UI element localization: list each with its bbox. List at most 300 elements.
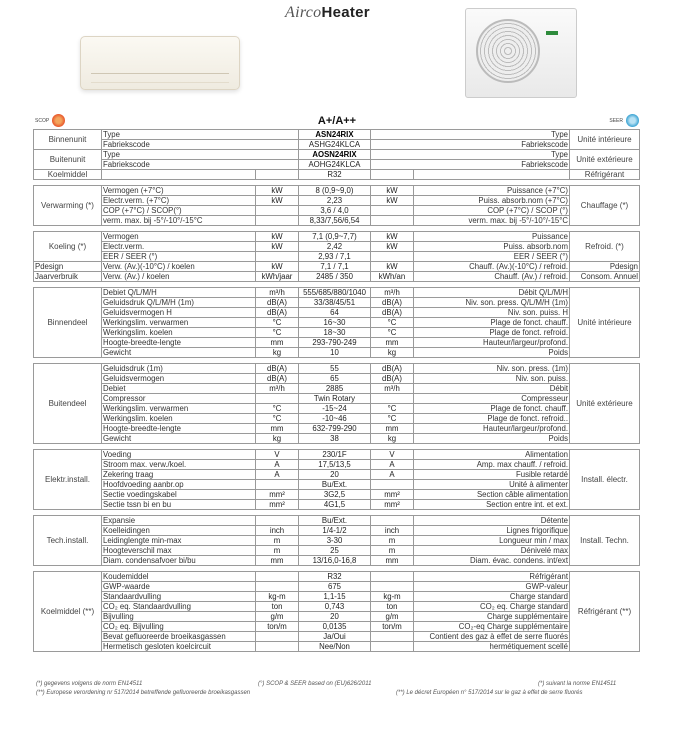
footnote-norm-nl: (*) gegevens volgens de norm EN14511 [36, 681, 143, 687]
row-unit [256, 572, 299, 582]
row-unit-fr: °C [371, 404, 414, 414]
row-label-fr: Type [371, 130, 570, 140]
row-unit-fr [371, 582, 414, 592]
row-unit [256, 632, 299, 642]
row-unit-fr: mm² [371, 500, 414, 510]
row-label-fr: Section câble alimentation [414, 490, 570, 500]
row-group-label-fr: Chauffage (*) [570, 186, 640, 226]
row-label: Hermetisch gesloten koelcircuit [102, 642, 256, 652]
row-unit-fr [371, 206, 414, 216]
row-value: 8,33/7,56/6,54 [299, 216, 371, 226]
row-value: R32 [299, 572, 371, 582]
row-label-fr: Charge supplémentaire [414, 612, 570, 622]
row-unit: V [256, 450, 299, 460]
row-group-label: Binnendeel [34, 288, 102, 358]
row-value: 2885 [299, 384, 371, 394]
table-row [34, 414, 640, 424]
outdoor-unit-image [465, 8, 577, 98]
table-row [34, 262, 640, 272]
table-row [34, 592, 640, 602]
row-label-fr: Dénivelé max [414, 546, 570, 556]
row-unit-fr [371, 572, 414, 582]
row-unit: kg [256, 434, 299, 444]
table-row [34, 288, 640, 298]
table-row [34, 232, 640, 242]
row-label: Werkingslim. koelen [102, 414, 256, 424]
row-value: 2,93 / 7,1 [299, 252, 371, 262]
row-group-label-fr: Unité extérieure [570, 150, 640, 170]
row-unit: kW [256, 232, 299, 242]
row-value: 55 [299, 364, 371, 374]
row-label: Leidinglengte min-max [102, 536, 256, 546]
outdoor-fan-grille [476, 19, 540, 83]
row-group-label-fr: Install. Techn. [570, 516, 640, 566]
row-value: 13/16,0-16,8 [299, 556, 371, 566]
row-value: 293-790-249 [299, 338, 371, 348]
row-value: 20 [299, 612, 371, 622]
row-label: Geluidsvermogen H [102, 308, 256, 318]
row-group-label-fr: Unité intérieure [570, 288, 640, 358]
row-unit-fr: mm² [371, 490, 414, 500]
table-row [34, 516, 640, 526]
row-group-label: Tech.install. [34, 516, 102, 566]
row-unit [256, 206, 299, 216]
row-label-fr: Longueur min / max [414, 536, 570, 546]
row-unit: mm [256, 338, 299, 348]
table-row [34, 374, 640, 384]
row-unit-fr: m [371, 546, 414, 556]
footnote-norm-fr: (*) suivant la norme EN14511 [538, 681, 617, 687]
row-group-label: Koelmiddel (**) [34, 572, 102, 652]
row-label-fr: Contient des gaz à effet de serre fluorés [414, 632, 570, 642]
table-row [34, 328, 640, 338]
row-unit-fr: m [371, 536, 414, 546]
table-row [34, 556, 640, 566]
row-unit-fr: m³/h [371, 384, 414, 394]
row-value: 3G2,5 [299, 490, 371, 500]
row-value: 675 [299, 582, 371, 592]
row-unit-fr: m³/h [371, 288, 414, 298]
row-label: Hoofdvoeding aanbr.op [102, 480, 256, 490]
row-unit: dB(A) [256, 364, 299, 374]
row-unit: kWh/jaar [256, 272, 299, 282]
row-label: Hoogte-breedte-lengte [102, 338, 256, 348]
table-row [34, 196, 640, 206]
row-unit-fr: dB(A) [371, 374, 414, 384]
row-value: 8 (0,9~9,0) [299, 186, 371, 196]
table-row [34, 348, 640, 358]
row-unit [256, 516, 299, 526]
row-label-fr: Hauteur/largeur/profond. [414, 338, 570, 348]
row-unit: m³/h [256, 384, 299, 394]
row-label-fr: Unité à alimenter [414, 480, 570, 490]
table-row [34, 308, 640, 318]
row-value: 17,5/13,5 [299, 460, 371, 470]
row-unit: A [256, 470, 299, 480]
row-label: Stroom max. verw./koel. [102, 460, 256, 470]
row-value: 555/685/880/1040 [299, 288, 371, 298]
row-unit [256, 394, 299, 404]
row-value: ASN24RIX [299, 130, 371, 140]
row-unit-fr: kW [371, 232, 414, 242]
row-unit-fr [371, 632, 414, 642]
brand-prefix: Airco [285, 4, 322, 21]
row-unit [256, 170, 299, 180]
row-unit-fr: A [371, 470, 414, 480]
row-label: Verw. (Av.) / koelen [102, 272, 256, 282]
row-value: -15~24 [299, 404, 371, 414]
efficiency-row [35, 112, 639, 128]
row-unit-fr [371, 216, 414, 226]
row-unit: mm² [256, 500, 299, 510]
row-label: Hoogte-breedte-lengte [102, 424, 256, 434]
row-value: 33/38/45/51 [299, 298, 371, 308]
row-unit-fr: mm [371, 338, 414, 348]
brand-main: Heater [321, 4, 370, 21]
row-label-fr: Chauff. (Av.)(-10°C) / refroid. [414, 262, 570, 272]
row-label-fr: Puiss. absorb.nom (+7°C) [414, 196, 570, 206]
table-row [34, 490, 640, 500]
row-value: Nee/Non [299, 642, 371, 652]
table-row [34, 150, 640, 160]
row-unit: inch [256, 526, 299, 536]
table-row [34, 480, 640, 490]
row-label: Verw. (Av.)(-10°C) / koelen [102, 262, 256, 272]
row-label: Werkingslim. verwarmen [102, 318, 256, 328]
table-row [34, 404, 640, 414]
table-row [34, 546, 640, 556]
row-label: Fabriekscode [102, 160, 299, 170]
row-label-fr: Hauteur/largeur/profond. [414, 424, 570, 434]
row-unit: mm [256, 424, 299, 434]
row-unit-fr [371, 480, 414, 490]
row-unit: g/m [256, 612, 299, 622]
row-unit: ton/m [256, 622, 299, 632]
row-label-fr [414, 170, 570, 180]
row-unit-fr: mm [371, 424, 414, 434]
row-label: Geluidsvermogen [102, 374, 256, 384]
row-label: Type [102, 130, 299, 140]
footnote-scop-seer: (°) SCOP & SEER based on (EU)626/2011 [258, 681, 372, 687]
row-label-fr: Niv. son. puiss. [414, 374, 570, 384]
row-label-fr: Niv. son. press. (1m) [414, 364, 570, 374]
row-unit: m [256, 546, 299, 556]
row-value: 2485 / 350 [299, 272, 371, 282]
row-group-label: Jaarverbruik [34, 272, 102, 282]
row-label-fr: Réfrigérant [414, 572, 570, 582]
row-unit [256, 642, 299, 652]
row-label-fr: EER / SEER (°) [414, 252, 570, 262]
row-group-label-fr: Réfrigérant [570, 170, 640, 180]
row-unit-fr: ton [371, 602, 414, 612]
row-label: Compressor [102, 394, 256, 404]
row-label: Gewicht [102, 348, 256, 358]
row-label-fr: Fabriekscode [371, 160, 570, 170]
row-value: 7,1 / 7,1 [299, 262, 371, 272]
row-value: -10~46 [299, 414, 371, 424]
row-value: 2,23 [299, 196, 371, 206]
cooling-icon [626, 114, 639, 127]
scop-badge [35, 114, 65, 127]
row-unit-fr: g/m [371, 612, 414, 622]
row-unit-fr: kg [371, 348, 414, 358]
row-value: 2,42 [299, 242, 371, 252]
efficiency-class: A+/A++ [317, 115, 357, 127]
row-label: Vermogen (+7°C) [102, 186, 256, 196]
outdoor-unit-logo [546, 31, 558, 35]
row-label: Vermogen [102, 232, 256, 242]
row-value: 3,6 / 4,0 [299, 206, 371, 216]
row-label: Koelleidingen [102, 526, 256, 536]
table-row [34, 160, 640, 170]
footnote-regulation-nl: (**) Europese verordening nr 517/2014 betreffende gefluoreerde broeikasgassen [36, 690, 251, 696]
table-row [34, 536, 640, 546]
row-label-fr: Diam. évac. condens. int/ext [414, 556, 570, 566]
row-label-fr: Amp. max chauff. / refroid. [414, 460, 570, 470]
row-label-fr: Lignes frigorifique [414, 526, 570, 536]
row-label-fr: Plage de fonct. chauff. [414, 404, 570, 414]
row-label: CO₂ eq. Standaardvulling [102, 602, 256, 612]
table-row [34, 206, 640, 216]
row-unit [256, 252, 299, 262]
row-label-fr: Niv. son. press. Q/L/M/H (1m) [414, 298, 570, 308]
table-row [34, 140, 640, 150]
row-value: Twin Rotary [299, 394, 371, 404]
row-label-fr: Plage de fonct. chauff. [414, 318, 570, 328]
table-row [34, 582, 640, 592]
row-unit-fr: dB(A) [371, 308, 414, 318]
table-row [34, 526, 640, 536]
row-unit-fr: kW [371, 186, 414, 196]
row-unit [256, 582, 299, 592]
row-unit-fr: kW [371, 196, 414, 206]
table-row [34, 394, 640, 404]
row-label: Type [102, 150, 299, 160]
row-unit-fr [371, 394, 414, 404]
row-label-fr: Alimentation [414, 450, 570, 460]
row-label-fr: COP (+7°C) / SCOP (°) [414, 206, 570, 216]
row-group-label-fr: Install. électr. [570, 450, 640, 510]
row-group-label: Koeling (*) [34, 232, 102, 262]
table-row [34, 242, 640, 252]
row-unit-fr [371, 516, 414, 526]
indoor-unit-grill [91, 73, 229, 83]
row-unit-fr: inch [371, 526, 414, 536]
row-unit: m³/h [256, 288, 299, 298]
row-unit: °C [256, 328, 299, 338]
row-label-fr: verm. max. bij -5°/-10°/-15°C [414, 216, 570, 226]
row-value: R32 [299, 170, 371, 180]
row-label-fr: Débit [414, 384, 570, 394]
row-label-fr: Puiss. absorb.nom [414, 242, 570, 252]
row-label-fr: Fabriekscode [371, 140, 570, 150]
row-label-fr: Type [371, 150, 570, 160]
row-value: Bu/Ext. [299, 516, 371, 526]
seer-text: SEER [609, 117, 623, 124]
row-unit: m [256, 536, 299, 546]
table-row [34, 252, 640, 262]
table-row [34, 612, 640, 622]
row-unit: °C [256, 414, 299, 424]
row-value: 1,1-15 [299, 592, 371, 602]
row-group-label-fr: Refroid. (*) [570, 232, 640, 262]
row-unit: ton [256, 602, 299, 612]
row-label: Koudemiddel [102, 572, 256, 582]
row-value: Ja/Oui [299, 632, 371, 642]
row-value: 38 [299, 434, 371, 444]
row-label: Hoogteverschil max [102, 546, 256, 556]
row-label-fr: GWP-valeur [414, 582, 570, 592]
row-unit-fr: °C [371, 328, 414, 338]
heating-icon [52, 114, 65, 127]
row-label: Sectie tssn bi en bu [102, 500, 256, 510]
table-row [34, 470, 640, 480]
scop-text: SCOP [35, 117, 50, 124]
row-unit [256, 480, 299, 490]
table-row [34, 500, 640, 510]
table-row [34, 632, 640, 642]
row-value: ASHG24KLCA [299, 140, 371, 150]
row-label-fr: Plage de fonct. refroid.. [414, 414, 570, 424]
row-label: EER / SEER (°) [102, 252, 256, 262]
row-value: 25 [299, 546, 371, 556]
row-label-fr: hermétiquement scellé [414, 642, 570, 652]
row-value: 65 [299, 374, 371, 384]
row-label: CO₂ eq. Bijvulling [102, 622, 256, 632]
row-value: 1/4-1/2 [299, 526, 371, 536]
row-unit: kW [256, 186, 299, 196]
row-group-label: Verwarming (*) [34, 186, 102, 226]
table-row [34, 424, 640, 434]
row-unit: A [256, 460, 299, 470]
row-value: 632-799-290 [299, 424, 371, 434]
row-label: Sectie voedingskabel [102, 490, 256, 500]
row-unit-fr: dB(A) [371, 298, 414, 308]
spec-table [33, 129, 640, 652]
row-label: Fabriekscode [102, 140, 299, 150]
row-label-fr: Poids [414, 348, 570, 358]
row-group-label: Elektr.install. [34, 450, 102, 510]
table-row [34, 572, 640, 582]
row-value: 16~30 [299, 318, 371, 328]
table-row [34, 216, 640, 226]
row-value: 18~30 [299, 328, 371, 338]
row-label: Diam. condensafvoer bi/bu [102, 556, 256, 566]
footnote-regulation-fr: (**) Le décret Européen n° 517/2014 sur le gaz à effet de serre fluorés [396, 690, 583, 696]
row-value: 0,743 [299, 602, 371, 612]
row-label: Werkingslim. koelen [102, 328, 256, 338]
row-unit-fr: °C [371, 414, 414, 424]
indoor-unit-image [80, 36, 240, 90]
row-unit-fr: °C [371, 318, 414, 328]
spec-table-body [34, 130, 640, 652]
row-label-fr: Section entre int. et ext. [414, 500, 570, 510]
row-label-fr: Plage de fonct. refroid. [414, 328, 570, 338]
table-row [34, 602, 640, 612]
row-label: Bevat gefluoreerde broeikasgassen [102, 632, 256, 642]
row-unit-fr: V [371, 450, 414, 460]
row-label: Expansie [102, 516, 256, 526]
row-unit-fr [371, 252, 414, 262]
row-unit-fr: kWh/an [371, 272, 414, 282]
table-row [34, 364, 640, 374]
table-row [34, 384, 640, 394]
row-label: verm. max. bij -5°/-10°/-15°C [102, 216, 256, 226]
row-unit-fr: kW [371, 262, 414, 272]
row-group-label: Binnenunit [34, 130, 102, 150]
row-unit-fr: kg-m [371, 592, 414, 602]
table-row [34, 622, 640, 632]
row-label-fr: Charge standard [414, 592, 570, 602]
row-label: Geluidsdruk (1m) [102, 364, 256, 374]
table-row [34, 460, 640, 470]
brand-logo [285, 4, 370, 22]
row-label: Geluidsdruk Q/L/M/H (1m) [102, 298, 256, 308]
row-label-fr: CO₂ eq. Charge standard [414, 602, 570, 612]
row-unit-fr: mm [371, 556, 414, 566]
row-value: 0,0135 [299, 622, 371, 632]
row-label: Debiet [102, 384, 256, 394]
row-unit: mm² [256, 490, 299, 500]
table-row [34, 186, 640, 196]
row-unit: kW [256, 262, 299, 272]
row-unit: kW [256, 242, 299, 252]
row-label-fr: Compresseur [414, 394, 570, 404]
row-unit [256, 216, 299, 226]
row-unit-fr: kW [371, 242, 414, 252]
row-unit: mm [256, 556, 299, 566]
table-row [34, 170, 640, 180]
row-group-label-fr: Réfrigérant (**) [570, 572, 640, 652]
row-group-label-fr: Pdesign [570, 262, 640, 272]
row-label-fr: Niv. son. puiss. H [414, 308, 570, 318]
row-value: 4G1,5 [299, 500, 371, 510]
row-label-fr: Fusible retardé [414, 470, 570, 480]
row-unit-fr: ton/m [371, 622, 414, 632]
row-unit-fr: kg [371, 434, 414, 444]
row-label-fr: Débit Q/L/M/H [414, 288, 570, 298]
row-label: Standaardvulling [102, 592, 256, 602]
row-unit: dB(A) [256, 308, 299, 318]
row-label: Voeding [102, 450, 256, 460]
table-row [34, 434, 640, 444]
row-unit: kg [256, 348, 299, 358]
row-unit: kW [256, 196, 299, 206]
row-unit-fr: A [371, 460, 414, 470]
row-label: Zekering traag [102, 470, 256, 480]
row-group-label: Buitendeel [34, 364, 102, 444]
table-row [34, 642, 640, 652]
row-label-fr: Poids [414, 434, 570, 444]
row-label-fr: Puissance (+7°C) [414, 186, 570, 196]
row-label: Electr.verm. (+7°C) [102, 196, 256, 206]
row-label [102, 170, 256, 180]
table-row [34, 450, 640, 460]
row-group-label-fr: Unité extérieure [570, 364, 640, 444]
row-value: 20 [299, 470, 371, 480]
row-value: Bu/Ext. [299, 480, 371, 490]
row-group-label: Pdesign [34, 262, 102, 272]
row-value: 64 [299, 308, 371, 318]
seer-badge [609, 114, 639, 127]
row-group-label: Koelmiddel [34, 170, 102, 180]
row-group-label-fr: Consom. Annuel [570, 272, 640, 282]
row-value: AOSN24RIX [299, 150, 371, 160]
row-label-fr: Chauff. (Av.) / refroid. [414, 272, 570, 282]
table-row [34, 318, 640, 328]
row-unit-fr: dB(A) [371, 364, 414, 374]
row-value: 10 [299, 348, 371, 358]
